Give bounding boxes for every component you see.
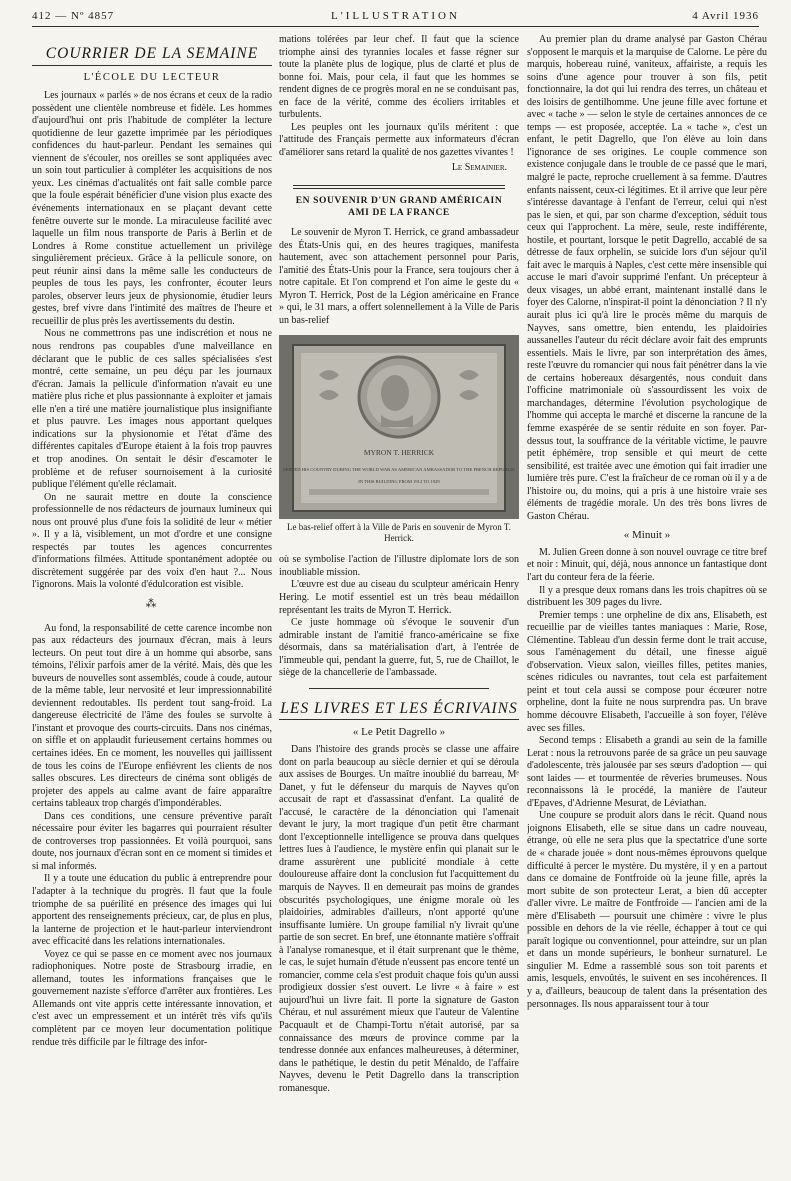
box-rule [293,185,505,189]
paragraph: Premier temps : une orpheline de dix ans, Elisabeth, est recueillie par de vieilles tantes maniaques : Marie, Rose, Clémentine. Tableau d'un dessin ferme dont le trait accuse, sous l'aménagement du détail, une finesse aiguë d'observation. Vieux salon, vieilles filles, petites manies, scènes ridicules ou navrantes, tout cela est parfaitement peint et tout cela aussi se compose pour écœurer notre orpheline, dont la fuite ne nous surprendra pas. Un brave homme découvre Elisabeth, l'accueille à son foyer, l'élève avec ses filles. [527,609,767,734]
paragraph: mations tolérées par leur chef. Il faut que la science triomphe ainsi des tyrannies locales et fasse régner sur toute la planète plus de logique, plus de clarté et plus de bonne foi. Mais, pour cela, il faut que les hommes se rendent dignes de ce progrès moral en ne se conduisant pas, en face de la vérité, comme des écoliers irritables et turbulents. [279,34,519,121]
paragraph: L'œuvre est due au ciseau du sculpteur américain Henry Hering. Le motif essentiel est un très beau médaillon représentant les traits de Myron T. Herrick. [279,579,519,616]
column-2 [279,34,519,1168]
paragraph: On ne saurait mettre en doute la conscience professionnelle de nos rédacteurs de journaux lumineux qui nous ont prouvé plus d'une fois la solidité de leur « métier ». Il y a là, visiblement, un mot d'ordre et une consigne respectés par toutes les agences concurrentes d'informations filmées. Attitude spontanément adoptée ou discrètement suggérée par des voix d'en haut ?... Nous l'ignorons. Mais la volonté d'édulcoration est visible. [32,491,272,591]
column-1 [32,34,272,1168]
paragraph: où se symbolise l'action de l'illustre diplomate lors de son inoubliable mission. [279,554,519,578]
header-rule [32,26,759,27]
paragraph: M. Julien Green donne à son nouvel ouvrage ce titre bref et noir : Minuit, qui, déjà, nous annonce un fantastique dont l'art du conteur fera de la féerie. [527,546,767,583]
bas-relief-image [279,335,519,519]
paragraph: Au premier plan du drame analysé par Gaston Chérau s'opposent le marquis et la marquise de Calorne. Le père du marquis, hobereau ruiné, vaniteux, affairiste, a requis les soins d'une agence pour trouver à son fils, petit fonctionnaire, la dot qui lui rendra des terres, un château et des loisirs de gentilhomme. Une jeune fille avec fortune et avec « tache » — selon le style de certaines annonces de ce temps — est proposée, acceptée. La « tache », c'est un enfant, le petit Dagrello, que l'on élève au loin dans l'ignorance de ses origines. Le couple commence son existence conjugale dans le trouble de ce passé que le mari, malgré le pacte, reproche cruellement à sa femme. D'autres enfants naissent, ceux-ci légitimes. Et il arrive que leur père s'intéresse davantage à l'enfant de l'erreur, celui qui n'est pas le sien, et qui, par son charme d'exception, séduit tous ceux qui l'approchent. La mère, seule, reste indifférente, hostile, et pourtant, lorsque le petit Dagrello, accablé de sa détresse de faux orphelin, se suicide lors d'un séjour qu'il fait avec le marquis à Naples, c'est cette mère insensible qui accuse le mari d'avoir supprimé l'enfant. Un précepteur à deux visages, un abbé errant, maintenant installé dans le foyer des Calorne, n'inspirat-il point la dénonciation ? Il n'y aurait plus ici qu'à lire le procès même du marquis de Nayves, sans omettre, bien entendu, les plaidoiries aussanelles l'auteur du récit déclare avoir fait des emprunts essentiels. Mais le livre, par son interprétation des âmes, reste l'œuvre du romancier qui nous fait pénétrer dans la vie de certains hobereaux désargentés, nous conduit dans l'officine matrimoniale où s'assourdissent les voix de marchandages, détermine l'évolution psychologique de l'homme qui accepta le marché et discerne la rancune de la femme exaspérée de se sentir réduite en son foyer. Par-dessus tout, la souffrance de la véritable victime, le pauvre petit éphémère, trop sensible et qui meurt de cette sensibilité, est traitée avec une émotion qui fait irradier une lumière très pure. C'est la fraîcheur de ce roman où il y a de l'histoire ou, du moins, qui a pris à une histoire vraie ses éléments de tragédie morale. Un des très bons livres de Gaston Chérau. [527,34,767,522]
journal-title: L'ILLUSTRATION [331,10,460,22]
plaque-name: MYRON T. HERRICK [363,448,435,458]
issue-date: 4 Avril 1936 [692,10,759,22]
bas-relief-photo [279,335,519,519]
paragraph: Dans ces conditions, une censure préventive paraît nécessaire pour éviter les bagarres qui pourraient résulter de controverses trop passionnées. Et voilà pourquoi, sans doute, nos journaux d'écran sont en ce moment si timides et si mal informés. [32,810,272,872]
photo-caption: Le bas-relief offert à la Ville de Paris en souvenir de Myron T. Herrick. [287,522,511,544]
paragraph: Second temps : Elisabeth a grandi au sein de la famille Lerat : nous la retrouvons parée de sa grâce un peu sauvage d'adolescente, très jalousée par ses sœurs d'adoption — qui sont laides — et tourmentée de rêveries brumeuses. Nous reconnaissons là le procédé, la manière de l'auteur d'Epaves, d'Adrienne Mesurat, de Léviathan. [527,735,767,809]
subhead-ecole: L'ÉCOLE DU LECTEUR [83,71,221,83]
section-title-livres: LES LIVRES ET LES ÉCRIVAINS [279,703,519,721]
paragraph: Nous ne commettrons pas une indiscrétion et nous ne nous rendrons pas coupables d'une malveillance en déclarant que le public de ces salles spécialisées s'est montré, cette semaine, un peu déçu par les journaux d'écran. Jamais la pellicule d'information n'avait eu une matière plus riche et plus passionnante à exploiter et jamais elle n'en a tiré une matière journalistique plus insignifiante et plus pauvre. Les images nous apportant quelques indications sur la physionomie et l'état d'âme des différentes capitales d'Europe étaient à la fois trop pauvres et trop anodines. On sentait le désir d'escamoter le problème et de refuser sournoisement à la curiosité publique l'élément qu'elle réclamait. [32,328,272,491]
paragraph: Au fond, la responsabilité de cette carence incombe non pas aux rédacteurs des journaux d'écran, mais à leurs lecteurs. On peut tout dire à un homme qui absorbe, sans témoins, l'élixir parfois amer de la vérité. Mais, dès que les buveurs de nouvelles sont assemblés, coude à coude, autour de la même table, leur nervosité et leur impressionnabilité deviennent redoutables. Ils perdent tout sang-froid. La dangereuse électricité de l'âme des foules se survolte à l'instant et provoque des courts-circuits. Dans nos cinémas, on siffle et on applaudit furieusement certains hommes ou certaines idées. En ce moment, les nouvelles qui jaillissent de tous les coins de l'Europe enfiévrent les clients de nos salles obscures. Les directeurs de cinéma sont obligés de projeter des appels au calme avant de faire apparaître certains tableaux trop chargés d'impondérables. [32,622,272,810]
article-head-dagrello: « Le Petit Dagrello » [352,726,446,739]
herrick-headline: EN SOUVENIR D'UN GRAND AMÉRICAIN AMI DE LA FRANCE [295,196,503,219]
paragraph: Ce juste hommage où s'évoque le souvenir d'un admirable instant de l'amitié franco-américaine se fixe désormais, dans sa matérialisation d'art, à l'entrée de l'immeuble qui, pendant la guerre, fut, 5, rue de Chaillot, le siège de la chancellerie de l'ambassade. [279,617,519,679]
signature: Le Semainier. [451,162,507,174]
divider [309,688,489,689]
plaque-inscription-2: IN THIS BUILDING FROM 1912 TO 1929 [358,479,440,485]
paragraph: Dans l'histoire des grands procès se classe une affaire dont on parla beaucoup au siècle dernier et qui se déroula aux assises de Bourges. Un maître inoublié du barreau, Mᵉ Danet, y fut le défenseur du marquis de Nayves qu'on accusait de rapt et d'assassinat d'enfant. La qualité de l'accusé, le caractère de la dénonciation qui l'amenait devant le jury, la mort tragique d'un petit être charmant dont l'exceptionnelle intelligence se prouva dans quelques lettres lues à l'audience, le mystère enfin qui planait sur le drame assurèrent une publicité mondiale à cette douloureuse affaire dont la conclusion fut l'acquittement du marquis de Nayves. Il en demeurait pas moins de grandes obscurités psychologiques, une énigme morale où les plaidoiries, admirables d'ailleurs, n'ont apporté qu'une insuffisante lumière. Un groupe familial n'y livrait qu'une partie de son secret. En bref, une étonnante matière s'offrait à l'analyse romanesque, et il était surprenant que le thème, le cas, le sujet humain d'étude n'eussent pas encore tenté un romancier, comme cela s'est produit chaque fois qu'un aussi prodigieux dossier s'est ouvert. Le livre « à faire » est aujourd'hui un livre fait. Il porte la signature de Gaston Chérau, et nul assurément mieux que l'auteur de Valentine Pacquault et de Champi-Tortu n'était autorisé, par sa connaissance des mœurs de province comme par la tendresse donnée aux enfances malheureuses, à déterminer, dans le pathétique, le destin du petit Ménaldo, de l'affaire Nayves, devenu le Petit Dagrello dans la transcription romanesque. [279,743,519,1094]
page-number: 412 — Nº 4857 [32,10,115,22]
section-title-courrier: COURRIER DE LA SEMAINE [32,48,272,66]
section-ornament: ⁂ [145,597,159,610]
paragraph: Il y a toute une éducation du public à entreprendre pour l'adapter à la technique du progrès. Il faut que la foule triomphe de sa puérilité en présence des images qui lui apportent des renseignements précieux, car, de plus en plus, la lanterne de projection et le haut-parleur interviendront avec efficacité dans les relations internationales. [32,873,272,948]
paragraph: Les peuples ont les journaux qu'ils méritent : que l'attitude des Français permette aux informateurs d'écran d'améliorer sans retard la qualité de nos gazettes vivantes ! [279,121,519,158]
paragraph: Les journaux « parlés » de nos écrans et ceux de la radio possèdent une clientèle nombreuse et fidèle. Les hommes d'aujourd'hui ont pris l'habitude de compléter la lecture quotidienne de leur gazette imprimée par les périodiques confidences du haut-parleur. Pendant les semaines qui viennent de s'écouler, nos oreilles se sont appliquées avec un soin tout particulier à compléter les acquisitions de nos yeux. Les cinémas d'actualités ont fait salle comble parce que la foule espérait bénéficier d'une vision plus exacte des événements internationaux en se plaçant devant cette fenêtre ouverte sur le monde. La miraculeuse facilité avec laquelle un film nous transporte de Paris à Berlin et de Londres à Rome constitue actuellement un privilège singulièrement précieux. Grâce à la pellicule sonore, on peut réunir ainsi dans la même salle les conducteurs de peuples de tous les pays, les confronter, écouter leurs paroles, observer leurs jeux de physionomie, étudier leurs gestes, bref vivre dans l'intimité des maîtres de l'heure et recueillir de plus près les avertissements du destin. [32,90,272,327]
paragraph: Le souvenir de Myron T. Herrick, ce grand ambassadeur des États-Unis qui, en des heures tragiques, manifesta hautement, avec son attachement personnel pour Paris, l'amitié des États-Unis pour la France, sera toujours cher à notre capitale. Et l'on comprend et l'on aime le geste du « Myron T. Herrick, Post de la Légion américaine en France » qui, le 31 mars, a offert solennellement à la Ville de Paris un bas-relief [279,227,519,326]
article-head-minuit: « Minuit » [623,529,671,542]
paragraph: Il y a presque deux romans dans les trois chapitres où se distribuent les 309 pages du livre. [527,584,767,609]
paragraph: Voyez ce qui se passe en ce moment avec nos journaux radiophoniques. Notre poste de Strasbourg irradie, en allemand, toutes les informations françaises que le gouvernement naziste s'efforce d'arrêter aux frontières. Les Allemands ont vite appris cette intéressante innovation, et c'est avec un empressement et un intérêt très vifs qu'ils complètent par ce moyen leur documentation politique rendue très difficile par le filtrage des infor- [32,948,272,1048]
plaque-inscription: SERVED HIS COUNTRY DURING THE WORLD WAR AS AMERICAN AMBASSADOR TO THE FRENCH REPUBLIC [283,467,515,473]
column-3 [527,34,767,1168]
paragraph: Une coupure se produit alors dans le récit. Quand nous joignons Elisabeth, elle se situe dans un cadre nouveau, étrange, où elle ne sera plus que la spectatrice d'une sorte de « charade jouée » dont nous-mêmes éprouvons quelque difficulté à percer le mystère. Du mystère, il y en a partout dans ce domaine de Fontfroide où la jeune fille, après la mort subite de son protecteur Lerat, a bien dû accepter d'aller vivre. Le maître de Fontfroide — l'ancien ami de la mère d'Elisabeth — poursuit une chimère : vivre le plus possible en dehors de la vie réelle, échapper à tout ce qui paraît logique ou conventionnel, pour atteindre, sur un plan et dans un monde supérieurs, le bonheur surnaturel. Le singulier M. Edme a rassemblé sous son toit parents et amis, lesquels, envoûtés, le suivent en ses incohérences. Il y a, d'ailleurs, beaucoup de talent dans la présentation des personnages. Ils nous apparaissent tour à tour [527,810,767,1010]
